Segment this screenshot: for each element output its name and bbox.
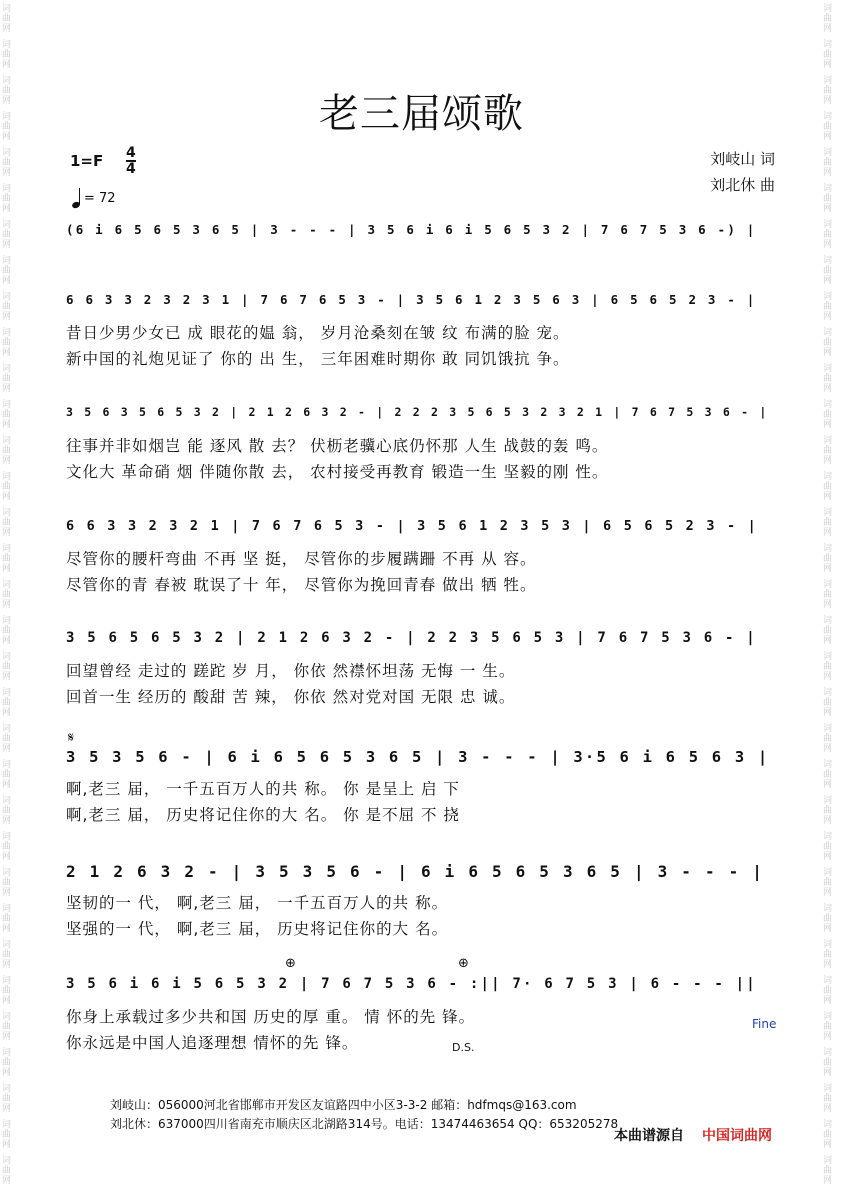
watermark-char: 词	[2, 328, 12, 338]
tempo-value: = 72	[84, 190, 116, 206]
watermark-char: 曲	[2, 374, 12, 384]
notation-line: 3 5 6 5 6 5 3 2 | 2 1 2 6 3 2 - | 2 2 3 5 6 5 3 | 7 6 7 5 3 6 - |	[66, 630, 757, 646]
score-system	[66, 748, 771, 828]
watermark-char: 曲	[823, 302, 833, 312]
watermark-char: 曲	[2, 86, 12, 96]
watermark-char: 网	[823, 564, 833, 574]
score-system	[66, 976, 771, 1056]
watermark-char: 网	[823, 960, 833, 970]
watermark-char: 曲	[2, 14, 12, 24]
watermark-char: 网	[2, 600, 12, 610]
watermark-char: 网	[2, 312, 12, 322]
watermark-char: 词	[2, 616, 12, 626]
lyric-line: 回望曾经 走过的 蹉跎 岁 月， 你依 然襟怀坦荡 无悔 一 生。	[66, 662, 516, 680]
watermark-char: 曲	[823, 14, 833, 24]
watermark-char: 曲	[2, 410, 12, 420]
watermark-char: 词	[2, 112, 12, 122]
watermark-char: 词	[2, 1156, 12, 1166]
watermark-char: 词	[2, 76, 12, 86]
watermark-char: 网	[823, 456, 833, 466]
watermark-char: 词	[823, 112, 833, 122]
watermark-char: 曲	[823, 50, 833, 60]
watermark-char: 曲	[2, 950, 12, 960]
watermark-char: 词	[823, 256, 833, 266]
watermark-char: 网	[2, 204, 12, 214]
watermark-char: 曲	[2, 230, 12, 240]
watermark-char: 网	[2, 276, 12, 286]
notation-line: (6 i 6 5 6 5 3 6 5 | 3 - - - | 3 5 6 i 6 i 5 6 5 3 2 | 7 6 7 5 3 6 -) |	[66, 222, 757, 237]
notation-line: 6 6 3 3 2 3 2 3 1 | 7 6 7 6 5 3 - | 3 5 6 1 2 3 5 6 3 | 6 5 6 5 2 3 - |	[66, 292, 757, 307]
watermark-char: 曲	[2, 698, 12, 708]
watermark-char: 曲	[823, 1130, 833, 1140]
watermark-char: 曲	[823, 662, 833, 672]
watermark-char: 网	[2, 960, 12, 970]
contact-lyricist: 刘岐山：056000河北省邯郸市开发区友谊路四中小区3-3-2 邮箱：hdfmqs@163.com	[110, 1098, 577, 1112]
watermark-char: 网	[823, 1032, 833, 1042]
watermark-char: 曲	[823, 698, 833, 708]
watermark-char: 词	[2, 4, 12, 14]
composer: 刘北休 曲	[710, 176, 775, 194]
time-sig-bottom: 4	[126, 161, 136, 177]
watermark-char: 曲	[823, 842, 833, 852]
watermark-char: 曲	[823, 734, 833, 744]
watermark-char: 曲	[823, 446, 833, 456]
watermark-char: 网	[2, 924, 12, 934]
coda-mark: ⊕	[458, 956, 469, 971]
contact-info	[110, 1096, 618, 1134]
watermark-char: 曲	[2, 1022, 12, 1032]
watermark-char: 网	[2, 96, 12, 106]
watermark-char: 词	[2, 436, 12, 446]
watermark-char: 曲	[2, 302, 12, 312]
watermark-char: 词	[823, 868, 833, 878]
watermark-char: 词	[823, 1084, 833, 1094]
watermark-char: 词	[823, 580, 833, 590]
watermark-char: 曲	[823, 1094, 833, 1104]
watermark-char: 曲	[2, 1166, 12, 1176]
watermark-char: 网	[2, 852, 12, 862]
watermark-char: 网	[2, 348, 12, 358]
watermark-char: 曲	[823, 338, 833, 348]
lyric-line: 坚韧的一 代， 啊,老三 届， 一千五百万人的共 称。	[66, 894, 449, 912]
watermark-char: 词	[2, 220, 12, 230]
watermark-char: 词	[823, 940, 833, 950]
lyric-line: 尽管你的腰杆弯曲 不再 坚 挺， 尽管你的步履蹒跚 不再 从 容。	[66, 550, 537, 568]
quarter-note-icon	[72, 188, 80, 208]
lyric-line: 啊,老三 届， 历史将记住你的大 名。 你 是不屈 不 挠	[66, 806, 460, 824]
watermark-char: 词	[823, 400, 833, 410]
watermark-char: 词	[823, 472, 833, 482]
watermark-char: 网	[823, 492, 833, 502]
watermark-char: 曲	[2, 770, 12, 780]
watermark-char: 词	[2, 364, 12, 374]
lyric-line: 回首一生 经历的 酸甜 苦 辣， 你依 然对党对国 无限 忠 诚。	[66, 688, 516, 706]
watermark-char: 曲	[823, 770, 833, 780]
watermark-char: 词	[2, 976, 12, 986]
watermark-char: 网	[2, 60, 12, 70]
watermark-char: 曲	[2, 1094, 12, 1104]
watermark-char: 网	[2, 24, 12, 34]
watermark-char: 词	[823, 220, 833, 230]
watermark-char: 网	[2, 636, 12, 646]
watermark-char: 词	[823, 508, 833, 518]
score-system	[66, 222, 771, 250]
watermark-char: 网	[823, 384, 833, 394]
watermark-char: 词	[2, 832, 12, 842]
source-site-link[interactable]: 中国词曲网	[702, 1128, 772, 1144]
lyric-line: 往事并非如烟岂 能 逐风 散 去？ 伏枥老骥心底仍怀那 人生 战鼓的轰 鸣。	[66, 437, 609, 455]
watermark-char: 曲	[2, 50, 12, 60]
lyric-line: 啊,老三 届， 一千五百万人的共 称。 你 是呈上 启 下	[66, 780, 460, 798]
watermark-char: 曲	[823, 986, 833, 996]
watermark-char: 词	[823, 292, 833, 302]
watermark-char: 词	[2, 1084, 12, 1094]
watermark-char: 曲	[2, 158, 12, 168]
lyric-line: 你身上承载过多少共和国 历史的厚 重。 情 怀的先 锋。	[66, 1008, 476, 1026]
watermark-char: 词	[2, 1012, 12, 1022]
score-system	[66, 630, 771, 710]
watermark-char: 词	[823, 688, 833, 698]
credits	[710, 146, 775, 198]
time-signature	[126, 146, 136, 176]
watermark-char: 曲	[823, 1166, 833, 1176]
source-prefix: 本曲谱源自	[614, 1128, 684, 1144]
watermark-char: 网	[823, 852, 833, 862]
watermark-char: 曲	[823, 950, 833, 960]
watermark-char: 曲	[2, 806, 12, 816]
watermark-char: 曲	[823, 194, 833, 204]
watermark-char: 网	[823, 780, 833, 790]
watermark-char: 曲	[823, 86, 833, 96]
watermark-char: 词	[823, 40, 833, 50]
watermark-char: 词	[823, 832, 833, 842]
watermark-char: 词	[2, 688, 12, 698]
watermark-char: 网	[2, 780, 12, 790]
score-system	[66, 518, 771, 598]
watermark-char: 网	[2, 744, 12, 754]
lyric-line: 坚强的一 代， 啊,老三 届， 历史将记住你的大 名。	[66, 920, 449, 938]
watermark-char: 网	[2, 1068, 12, 1078]
watermark-char: 曲	[2, 518, 12, 528]
watermark-char: 词	[2, 1048, 12, 1058]
watermark-char: 词	[2, 796, 12, 806]
lyric-line: 文化大 革命硝 烟 伴随你散 去， 农村接受再教育 锻造一生 坚毅的刚 性。	[66, 463, 609, 481]
watermark-char: 网	[823, 888, 833, 898]
lyric-line: 新中国的礼炮见证了 你的 出 生， 三年困难时期你 敢 同饥饿抗 争。	[66, 350, 570, 368]
watermark-char: 词	[823, 904, 833, 914]
source-note	[614, 1125, 772, 1145]
watermark-char: 网	[823, 1176, 833, 1186]
watermark-char: 网	[823, 24, 833, 34]
watermark-char: 曲	[823, 878, 833, 888]
notation-line: 3 5 6 i 6 i 5 6 5 3 2 | 7 6 7 5 3 6 - :|| 7· 6 7 5 3 | 6 - - - ||	[66, 976, 757, 992]
watermark-char: 网	[823, 348, 833, 358]
watermark-char: 词	[823, 652, 833, 662]
watermark-char: 曲	[2, 266, 12, 276]
notation-line: 2 1 2 6 3 2 - | 3 5 3 5 6 - | 6 i 6 5 6 5 3 6 5 | 3 - - - |	[66, 862, 765, 881]
tempo-mark	[72, 188, 116, 208]
watermark-char: 词	[2, 1120, 12, 1130]
watermark-char: 曲	[823, 230, 833, 240]
score-system	[66, 292, 771, 372]
watermark-char: 网	[2, 996, 12, 1006]
watermark-char: 曲	[2, 626, 12, 636]
watermark-char: 曲	[823, 1058, 833, 1068]
watermark-char: 网	[823, 96, 833, 106]
watermark-char: 曲	[823, 518, 833, 528]
watermark-char: 词	[823, 4, 833, 14]
watermark-char: 网	[823, 744, 833, 754]
song-title: 老三届颂歌	[319, 91, 524, 137]
watermark-char: 曲	[823, 914, 833, 924]
watermark-char: 网	[823, 1104, 833, 1114]
watermark-char: 词	[823, 148, 833, 158]
watermark-char: 曲	[2, 446, 12, 456]
watermark-char: 词	[823, 184, 833, 194]
watermark-char: 网	[823, 708, 833, 718]
watermark-char: 网	[2, 492, 12, 502]
score-system	[66, 405, 771, 485]
watermark-char: 曲	[823, 1022, 833, 1032]
watermark-char: 词	[2, 472, 12, 482]
watermark-char: 网	[823, 132, 833, 142]
watermark-char: 词	[2, 544, 12, 554]
watermark-char: 网	[2, 672, 12, 682]
watermark-char: 曲	[823, 482, 833, 492]
watermark-char: 曲	[2, 590, 12, 600]
watermark-char: 网	[2, 564, 12, 574]
watermark-char: 网	[823, 60, 833, 70]
watermark-char: 网	[2, 708, 12, 718]
key-signature: 1=F	[70, 152, 104, 170]
watermark-char: 网	[823, 924, 833, 934]
watermark-char: 网	[2, 1032, 12, 1042]
watermark-char: 网	[823, 1068, 833, 1078]
watermark-char: 网	[2, 1140, 12, 1150]
watermark-char: 词	[2, 508, 12, 518]
watermark-char: 曲	[2, 194, 12, 204]
lyric-line: 你永远是中国人追逐理想 情怀的先 锋。	[66, 1034, 359, 1052]
watermark-char: 曲	[823, 590, 833, 600]
watermark-char: 网	[823, 312, 833, 322]
watermark-char: 网	[823, 240, 833, 250]
watermark-char: 曲	[823, 122, 833, 132]
watermark-char: 词	[823, 76, 833, 86]
watermark-char: 网	[2, 1176, 12, 1186]
watermark-char: 词	[2, 184, 12, 194]
watermark-char: 网	[2, 420, 12, 430]
watermark-char: 词	[823, 436, 833, 446]
watermark-char: 词	[2, 652, 12, 662]
watermark-char: 网	[823, 276, 833, 286]
watermark-char: 词	[2, 148, 12, 158]
watermark-char: 网	[823, 168, 833, 178]
watermark-char: 曲	[2, 734, 12, 744]
watermark-char: 网	[2, 240, 12, 250]
watermark-char: 词	[823, 796, 833, 806]
watermark-char: 词	[823, 1012, 833, 1022]
watermark-char: 网	[2, 528, 12, 538]
watermark-char: 网	[2, 888, 12, 898]
watermark-char: 曲	[2, 878, 12, 888]
watermark-char: 词	[2, 40, 12, 50]
watermark-char: 曲	[823, 626, 833, 636]
watermark-char: 曲	[823, 158, 833, 168]
lyric-line: 昔日少男少女已 成 眼花的媪 翁， 岁月沧桑刻在皱 纹 布满的脸 宠。	[66, 324, 570, 342]
watermark-char: 网	[823, 528, 833, 538]
notation-line: 6 6 3 3 2 3 2 1 | 7 6 7 6 5 3 - | 3 5 6 1 2 3 5 3 | 6 5 6 5 2 3 - |	[66, 518, 758, 534]
watermark-char: 曲	[823, 806, 833, 816]
watermark-char: 曲	[823, 374, 833, 384]
watermark-char: 网	[823, 636, 833, 646]
segno-mark: 𝄋	[68, 730, 75, 746]
watermark-char: 网	[2, 168, 12, 178]
score-system	[66, 862, 771, 942]
watermark-char: 词	[2, 940, 12, 950]
watermark-char: 网	[2, 132, 12, 142]
lyricist: 刘岐山 词	[710, 150, 775, 168]
watermark-char: 曲	[2, 1058, 12, 1068]
watermark-char: 词	[2, 724, 12, 734]
watermark-char: 曲	[2, 986, 12, 996]
watermark-char: 网	[823, 816, 833, 826]
contact-composer: 刘北休：637000四川省南充市顺庆区北湖路314号。电话：13474463654 QQ：653205278	[110, 1117, 619, 1131]
watermark-char: 曲	[2, 338, 12, 348]
watermark-char: 词	[823, 1156, 833, 1166]
watermark-char: 词	[2, 292, 12, 302]
watermark-char: 曲	[2, 122, 12, 132]
watermark-char: 网	[2, 1104, 12, 1114]
watermark-char: 词	[823, 760, 833, 770]
watermark-char: 网	[823, 672, 833, 682]
watermark-char: 曲	[2, 914, 12, 924]
watermark-char: 网	[2, 384, 12, 394]
notation-line: 3 5 3 5 6 - | 6 i 6 5 6 5 3 6 5 | 3 - - - | 3·5 6 i 6 5 6 3 |	[66, 748, 770, 766]
watermark-char: 曲	[2, 554, 12, 564]
watermark-char: 词	[823, 1120, 833, 1130]
watermark-char: 词	[2, 400, 12, 410]
watermark-char: 词	[823, 1048, 833, 1058]
fine-mark: Fine	[752, 1017, 777, 1031]
watermark-char: 曲	[2, 842, 12, 852]
watermark-char: 词	[823, 724, 833, 734]
watermark-char: 曲	[2, 662, 12, 672]
watermark-char: 词	[823, 616, 833, 626]
watermark-char: 曲	[2, 482, 12, 492]
watermark-char: 词	[823, 364, 833, 374]
lyric-line: 尽管你的青 春被 耽误了十 年， 尽管你为挽回青春 做出 牺 牲。	[66, 576, 537, 594]
watermark-char: 曲	[823, 410, 833, 420]
watermark-char: 词	[823, 976, 833, 986]
time-sig-top: 4	[126, 145, 136, 161]
watermark-char: 网	[823, 204, 833, 214]
watermark-char: 词	[823, 544, 833, 554]
ds-mark: D.S.	[452, 1041, 475, 1054]
coda-mark: ⊕	[285, 956, 296, 971]
watermark-char: 词	[2, 868, 12, 878]
watermark-char: 网	[823, 600, 833, 610]
watermark-char: 词	[2, 904, 12, 914]
watermark-char: 词	[2, 760, 12, 770]
watermark-char: 曲	[2, 1130, 12, 1140]
watermark-char: 网	[2, 816, 12, 826]
watermark-char: 词	[2, 580, 12, 590]
watermark-char: 词	[823, 328, 833, 338]
watermark-char: 网	[823, 996, 833, 1006]
watermark-char: 网	[823, 1140, 833, 1150]
watermark-char: 网	[823, 420, 833, 430]
watermark-char: 曲	[823, 554, 833, 564]
watermark-char: 曲	[823, 266, 833, 276]
watermark-char: 词	[2, 256, 12, 266]
notation-line: 3 5 6 3 5 6 5 3 2 | 2 1 2 6 3 2 - | 2 2 2 3 5 6 5 3 2 3 2 1 | 7 6 7 5 3 6 - |	[66, 405, 769, 419]
watermark-char: 网	[2, 456, 12, 466]
